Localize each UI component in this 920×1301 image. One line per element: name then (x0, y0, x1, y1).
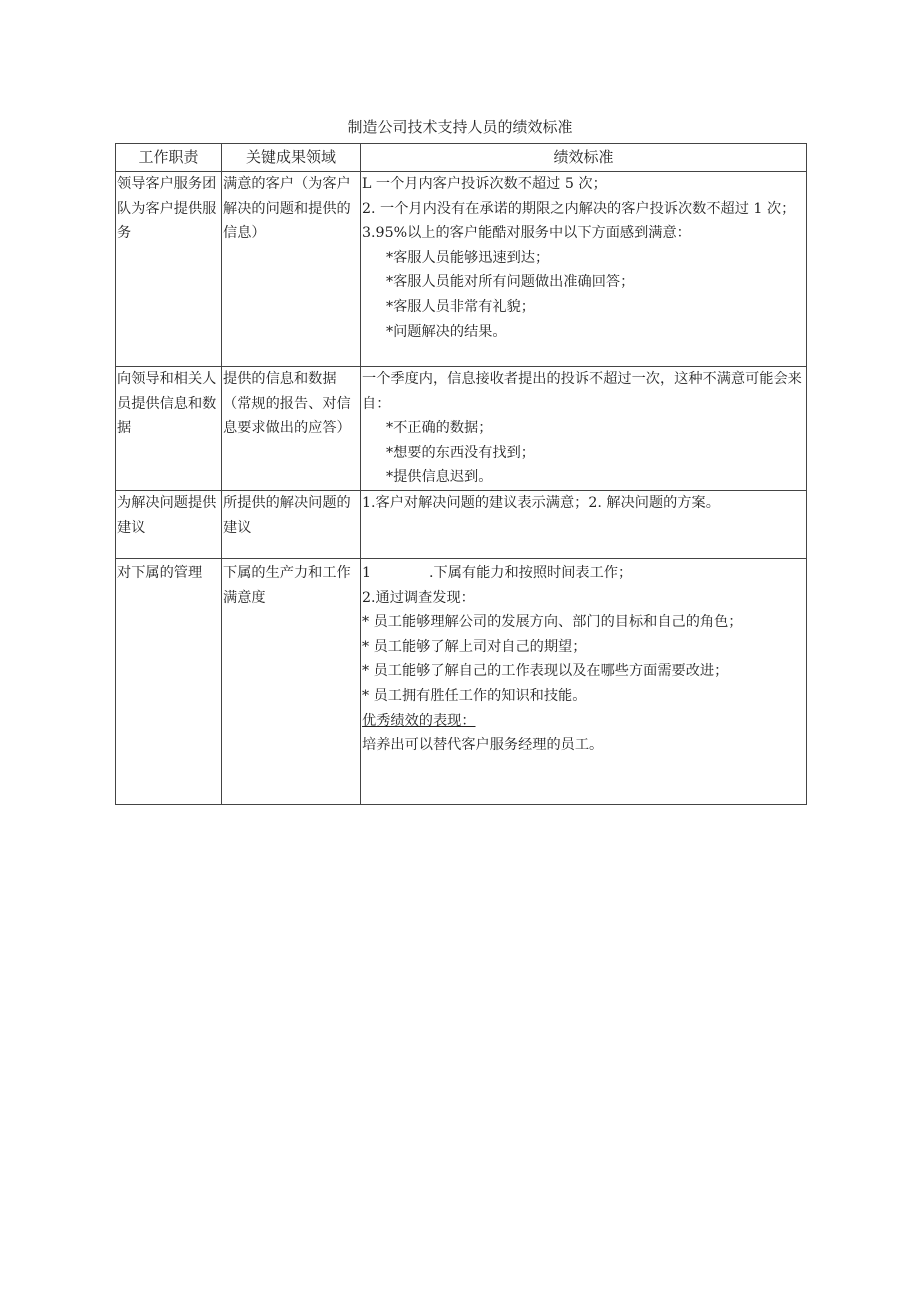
standard-line: 培养出可以替代客户服务经理的员工。 (362, 737, 604, 754)
standard-bullet: *客服人员能对所有问题做出准确回答； (386, 274, 635, 291)
standard-line: 1.客户对解决问题的建议表示满意；2. 解决问题的方案。 (362, 494, 720, 511)
standard-bullet: *客服人员能够迅速到达； (386, 249, 550, 266)
header-duty: 工作职责 (116, 144, 222, 172)
header-standard: 绩效标准 (361, 144, 807, 172)
table-row (116, 172, 807, 367)
area-cell: 满意的客户（为客户解决的问题和提供的信息） (222, 172, 361, 367)
header-key-area: 关键成果领域 (222, 144, 361, 172)
performance-standards-table (115, 143, 807, 805)
standard-line: L 一个月内客户投诉次数不超过 5 次； (362, 176, 607, 192)
table-row (116, 490, 807, 558)
standard-bullet: *客服人员非常有礼貌； (386, 298, 535, 315)
standard-bullet: * 员工拥有胜任工作的知识和技能。 (362, 687, 587, 704)
duty-cell: 为解决问题提供建议 (116, 490, 222, 558)
standard-bullet: *想要的东西没有找到； (386, 444, 535, 461)
standard-cell (361, 490, 807, 558)
table-header-row (116, 144, 807, 172)
standard-line: 3.95%以上的客户能酷对服务中以下方面感到满意： (362, 225, 691, 242)
standard-bullet: *问题解决的结果。 (386, 323, 507, 340)
standard-line (362, 561, 806, 586)
standard-bullet: * 员工能够理解公司的发展方向、部门的目标和自己的角色； (362, 614, 743, 631)
standard-bullet: *提供信息迟到。 (386, 469, 493, 486)
standard-line: 一个季度内，信息接收者提出的投诉不超过一次，这种不满意可能会来自： (362, 371, 802, 412)
page-title: 制造公司技术支持人员的绩效标准 (347, 118, 573, 136)
duty-cell: 对下属的管理 (116, 558, 222, 804)
standard-bullet: * 员工能够了解自己的工作表现以及在哪些方面需要改进； (362, 663, 729, 680)
area-cell: 提供的信息和数据（常规的报告、对信息要求做出的应答） (222, 367, 361, 491)
table-row (116, 367, 807, 491)
item-number: 1 (362, 564, 372, 581)
area-cell: 下属的生产力和工作满意度 (222, 558, 361, 804)
standard-cell (361, 367, 807, 491)
standard-bullet: *不正确的数据； (386, 420, 493, 437)
duty-cell: 向领导和相关人员提供信息和数据 (116, 367, 222, 491)
item-text: .下属有能力和按照时间表工作； (429, 564, 633, 581)
area-cell: 所提供的解决问题的建议 (222, 490, 361, 558)
standard-line: 2. 一个月内没有在承诺的期限之内解决的客户投诉次数不超过 1 次； (362, 200, 796, 217)
standard-bullet: * 员工能够了解上司对自己的期望； (362, 638, 587, 655)
standard-cell (361, 172, 807, 367)
duty-cell: 领导客户服务团队为客户提供服务 (116, 172, 222, 367)
excellence-heading: 优秀绩效的表现： (362, 712, 476, 729)
standard-line: 2.通过调查发现： (362, 589, 475, 606)
standard-cell (361, 558, 807, 804)
table-row (116, 558, 807, 804)
